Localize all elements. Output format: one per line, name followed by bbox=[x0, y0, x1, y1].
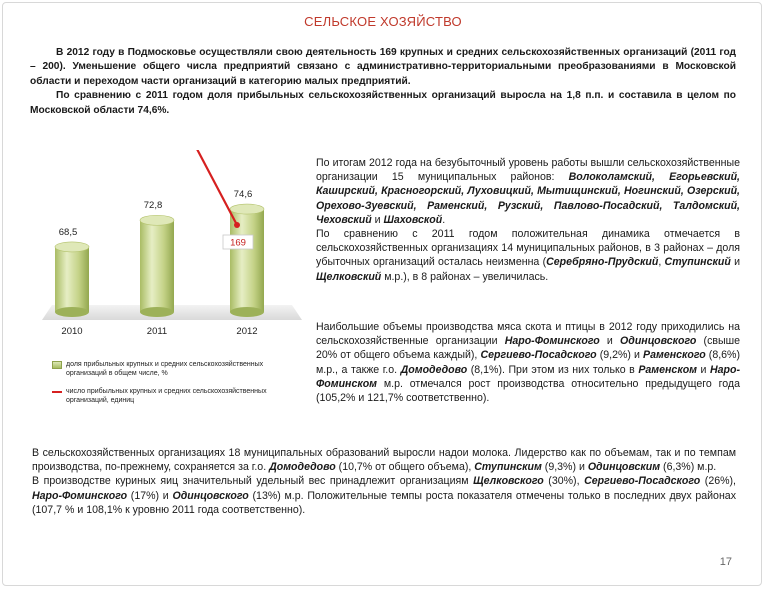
text-span: и bbox=[599, 335, 621, 348]
district-name: Одинцовским bbox=[587, 461, 661, 474]
x-tick-label: 2012 bbox=[236, 326, 258, 337]
intro-text bbox=[30, 46, 736, 118]
text-span: (17%) и bbox=[127, 489, 173, 502]
bar-2010 bbox=[55, 242, 89, 317]
district-name: Одинцовского bbox=[172, 489, 249, 502]
right-text-block-1 bbox=[316, 156, 740, 284]
bar-value-label: 72,8 bbox=[143, 200, 163, 212]
text-span: В производстве куриных яиц значительный удельный вес принадлежит организациям bbox=[32, 475, 474, 488]
bar-base bbox=[140, 307, 174, 317]
text-span: Наибольшие объемы производства мяса скота и птицы в 2012 году приходились на сельскохозяйственные организации bbox=[316, 321, 740, 348]
right-text-block-2 bbox=[316, 320, 740, 405]
district-name: Домодедово bbox=[400, 363, 468, 376]
district-name: Раменского bbox=[643, 349, 706, 362]
x-tick-label: 2011 bbox=[146, 326, 168, 337]
text-span: (6,3%) м.р. bbox=[660, 461, 717, 474]
right-paragraph-1 bbox=[316, 156, 740, 227]
bottom-paragraph-2 bbox=[32, 474, 736, 517]
text-span: (8,6%) м.р., а также г.о. bbox=[316, 349, 741, 376]
bar-value-label: 74,6 bbox=[233, 189, 253, 201]
district-name: Наро-Фоминского bbox=[504, 335, 600, 348]
text-span: (13%) м.р. Положительные темпы роста показателя отмечены только в последних двух районах (107,7 % и 108,1% к уровню 2011 года соответственно). bbox=[32, 489, 736, 516]
x-tick-label: 2010 bbox=[61, 326, 83, 337]
district-name: Домодедово bbox=[269, 461, 336, 474]
text-span: м.р. отмечался рост производства относительно предыдущего года (105,2% и 121,7% соответственно). bbox=[316, 377, 740, 405]
text-span: и bbox=[730, 256, 740, 269]
district-name: Наро-Фоминского bbox=[32, 489, 128, 502]
series-line bbox=[72, 150, 237, 225]
bar-top bbox=[230, 204, 264, 214]
district-name: Серебряно-Прудский bbox=[546, 256, 659, 269]
legend-bar-label: доля прибыльных крупных и средних сельскохозяйственных организаций в общем числе, % bbox=[66, 361, 264, 377]
text-span: (30%), bbox=[543, 475, 585, 488]
district-name: Сергиево-Посадского bbox=[480, 349, 597, 362]
bar-base bbox=[55, 307, 89, 317]
legend-item-line bbox=[52, 387, 302, 405]
legend-item-bars bbox=[52, 360, 302, 378]
page-number: 17 bbox=[719, 556, 732, 568]
bottom-text bbox=[32, 446, 736, 517]
district-name: Сергиево-Посадского bbox=[584, 475, 701, 488]
text-span: , bbox=[658, 256, 665, 269]
district-name: Шаховской bbox=[383, 213, 443, 226]
text-span: По итогам 2012 года на безубыточный уровень работы вышли сельскохозяйственные организации 15 муниципальных районов: bbox=[316, 157, 740, 184]
text-span: и bbox=[371, 213, 384, 226]
legend-line-swatch bbox=[52, 391, 62, 393]
bar-top bbox=[55, 242, 89, 252]
right-paragraph-2 bbox=[316, 227, 740, 284]
page-title: СЕЛЬСКОЕ ХОЗЯЙСТВО bbox=[304, 14, 462, 29]
district-name: Наро-Фоминском bbox=[316, 363, 740, 390]
text-span: м.р.), в 8 районах – увеличилась. bbox=[381, 270, 549, 283]
intro-paragraph-1: В 2012 году в Подмосковье осуществляли свою деятельность 169 крупных и средних сельскохозяйственных организаций (2011 год – 200). Уменьшение общего числа предприятий связано с административно-территориальными преобразованиями в Московской области и переходом части организаций в категорию малых предприятий. bbox=[30, 47, 736, 87]
bottom-paragraph-1 bbox=[32, 446, 736, 474]
text-span: (9,2%) и bbox=[596, 349, 644, 362]
district-list: Волоколамский, Егорьевский, Каширский, Красногорский, Луховицкий, Мытищинский, Ногинский, Озерский, Орехово-Зуевский, Раменский, Рузский, Павлово-Посадский, Талдомский, Чеховский bbox=[316, 171, 740, 226]
district-name: Ступинский bbox=[664, 256, 731, 269]
text-span: (26%), bbox=[700, 475, 736, 488]
bar-body bbox=[140, 220, 174, 312]
text-span: . bbox=[442, 213, 446, 226]
text-span: По сравнению с 2011 годом положительная динамика отмечается в сельскохозяйственных организациях 14 муниципальных районов, в 3 районах – доля убыточных организаций осталась неизменна ( bbox=[316, 228, 740, 269]
text-span: (8,1%). При этом из них только в bbox=[467, 363, 639, 376]
legend-bar-swatch bbox=[52, 361, 62, 369]
bar-2011 bbox=[140, 215, 174, 317]
text-span: и bbox=[697, 363, 710, 376]
chart-legend bbox=[52, 360, 302, 414]
district-name: Одинцовского bbox=[620, 335, 697, 348]
text-span: (свыше 20% от общего объема каждый), bbox=[316, 335, 741, 362]
intro-paragraph-2: По сравнению с 2011 годом доля прибыльных сельскохозяйственных организаций выросла на 1,8 п.п. и составила в целом по Московской области 74,6%. bbox=[30, 90, 736, 116]
district-name: Раменском bbox=[638, 363, 697, 376]
text-span: (10,7% от общего объема), bbox=[335, 461, 475, 474]
district-name: Ступинским bbox=[474, 461, 542, 474]
line-value-label: 169 bbox=[230, 237, 246, 249]
line-point bbox=[234, 222, 240, 228]
bar-base bbox=[230, 307, 264, 317]
district-name: Щелковского bbox=[473, 475, 544, 488]
bar-body bbox=[55, 247, 89, 312]
bar-value-label: 68,5 bbox=[58, 226, 78, 238]
text-span: (9,3%) и bbox=[541, 461, 588, 474]
bar-top bbox=[140, 215, 174, 225]
legend-line-label: число прибыльных крупных и средних сельскохозяйственных организаций, единиц bbox=[66, 388, 267, 404]
district-name: Щелковский bbox=[316, 270, 382, 283]
chart-svg bbox=[42, 150, 302, 360]
text-span: В сельскохозяйственных организациях 18 муниципальных образований выросли надои молока. Лидерство как по объемам, так и по темпам производства, по-прежнему, сохраняется за г.о. bbox=[32, 447, 736, 474]
